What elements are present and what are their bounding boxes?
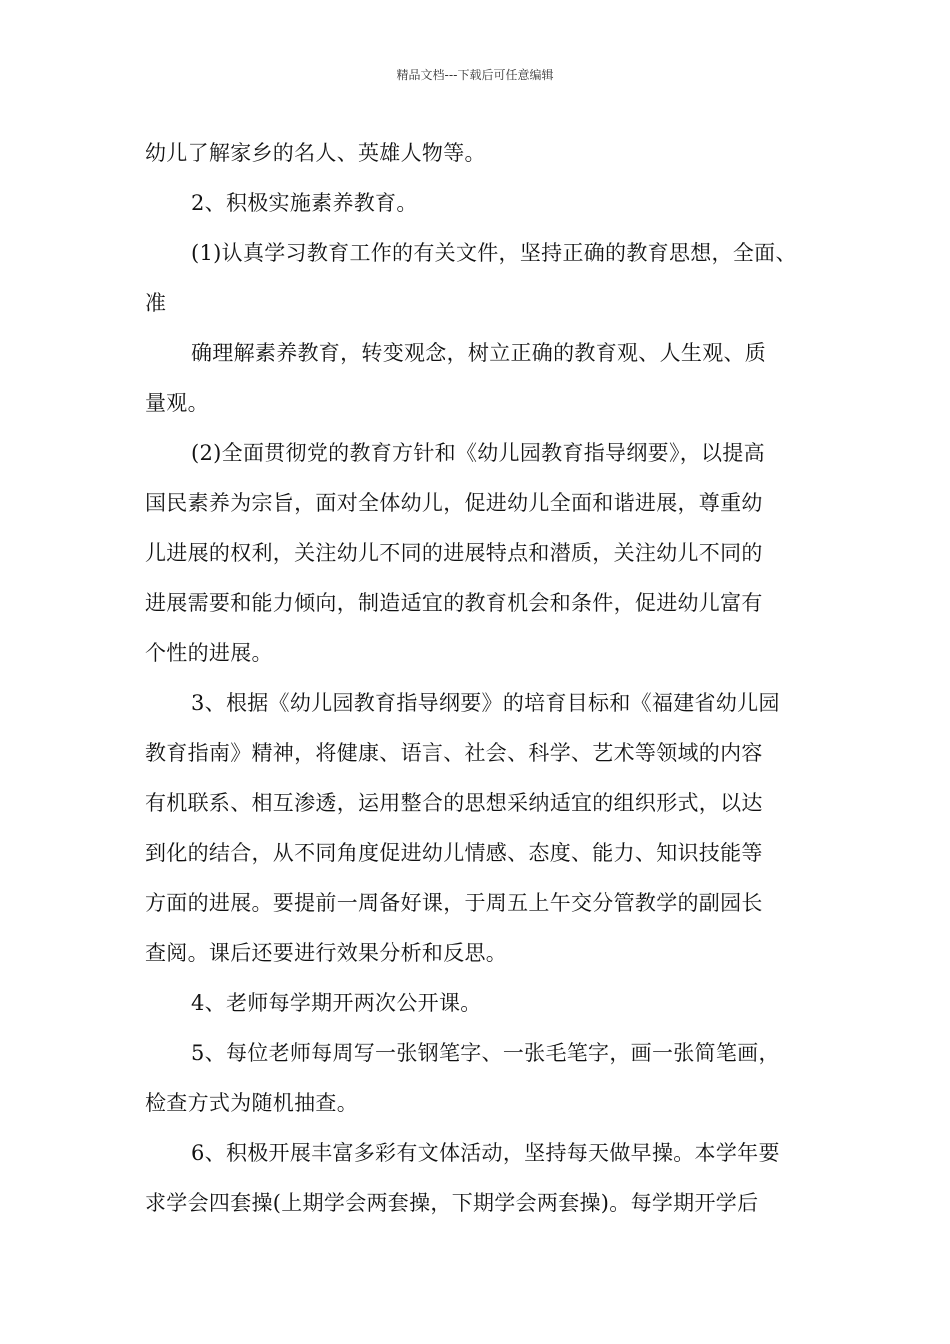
- text-line: 3、根据《幼儿园教育指导纲要》的培育目标和《福建省幼儿园: [191, 691, 780, 715]
- text-line: 量观。: [145, 391, 209, 415]
- text-line: 2、积极实施素养教育。: [191, 191, 418, 215]
- text-line: 国民素养为宗旨，面对全体幼儿，促进幼儿全面和谐进展，尊重幼: [145, 491, 763, 515]
- text-line: 个性的进展。: [145, 641, 273, 665]
- text-line: 检查方式为随机抽查。: [145, 1091, 358, 1115]
- text-line: 儿进展的权利，关注幼儿不同的进展特点和潜质，关注幼儿不同的: [145, 541, 763, 565]
- text-line: 准: [145, 291, 167, 315]
- text-line: 幼儿了解家乡的名人、英雄人物等。: [145, 141, 486, 165]
- text-line: 6、积极开展丰富多彩有文体活动，坚持每天做早操。本学年要: [191, 1141, 780, 1165]
- document-body: [145, 128, 835, 1228]
- text-line: 4、老师每学期开两次公开课。: [191, 991, 482, 1015]
- text-line: 查阅。课后还要进行效果分析和反思。: [145, 941, 508, 965]
- page-header: 精品文档---下载后可任意编辑: [396, 68, 554, 82]
- text-line: 教育指南》精神，将健康、语言、社会、科学、艺术等领域的内容: [145, 741, 763, 765]
- text-line: 方面的进展。要提前一周备好课，于周五上午交分管教学的副园长: [145, 891, 763, 915]
- text-line: (2)全面贯彻党的教育方针和《幼儿园教育指导纲要》，以提高: [191, 441, 765, 465]
- text-line: 有机联系、相互渗透，运用整合的思想采纳适宜的组织形式，以达: [145, 791, 763, 815]
- text-line: 5、每位老师每周写一张钢笔字、一张毛笔字，画一张简笔画，: [191, 1041, 780, 1065]
- text-line: 进展需要和能力倾向，制造适宜的教育机会和条件，促进幼儿富有: [145, 591, 763, 615]
- text-line: 到化的结合，从不同角度促进幼儿情感、态度、能力、知识技能等: [145, 841, 763, 865]
- text-line: 求学会四套操(上期学会两套操，下期学会两套操)。每学期开学后: [145, 1191, 759, 1215]
- text-line: 确理解素养教育，转变观念，树立正确的教育观、人生观、质: [191, 341, 767, 365]
- text-line: (1)认真学习教育工作的有关文件，坚持正确的教育思想，全面、: [191, 241, 797, 265]
